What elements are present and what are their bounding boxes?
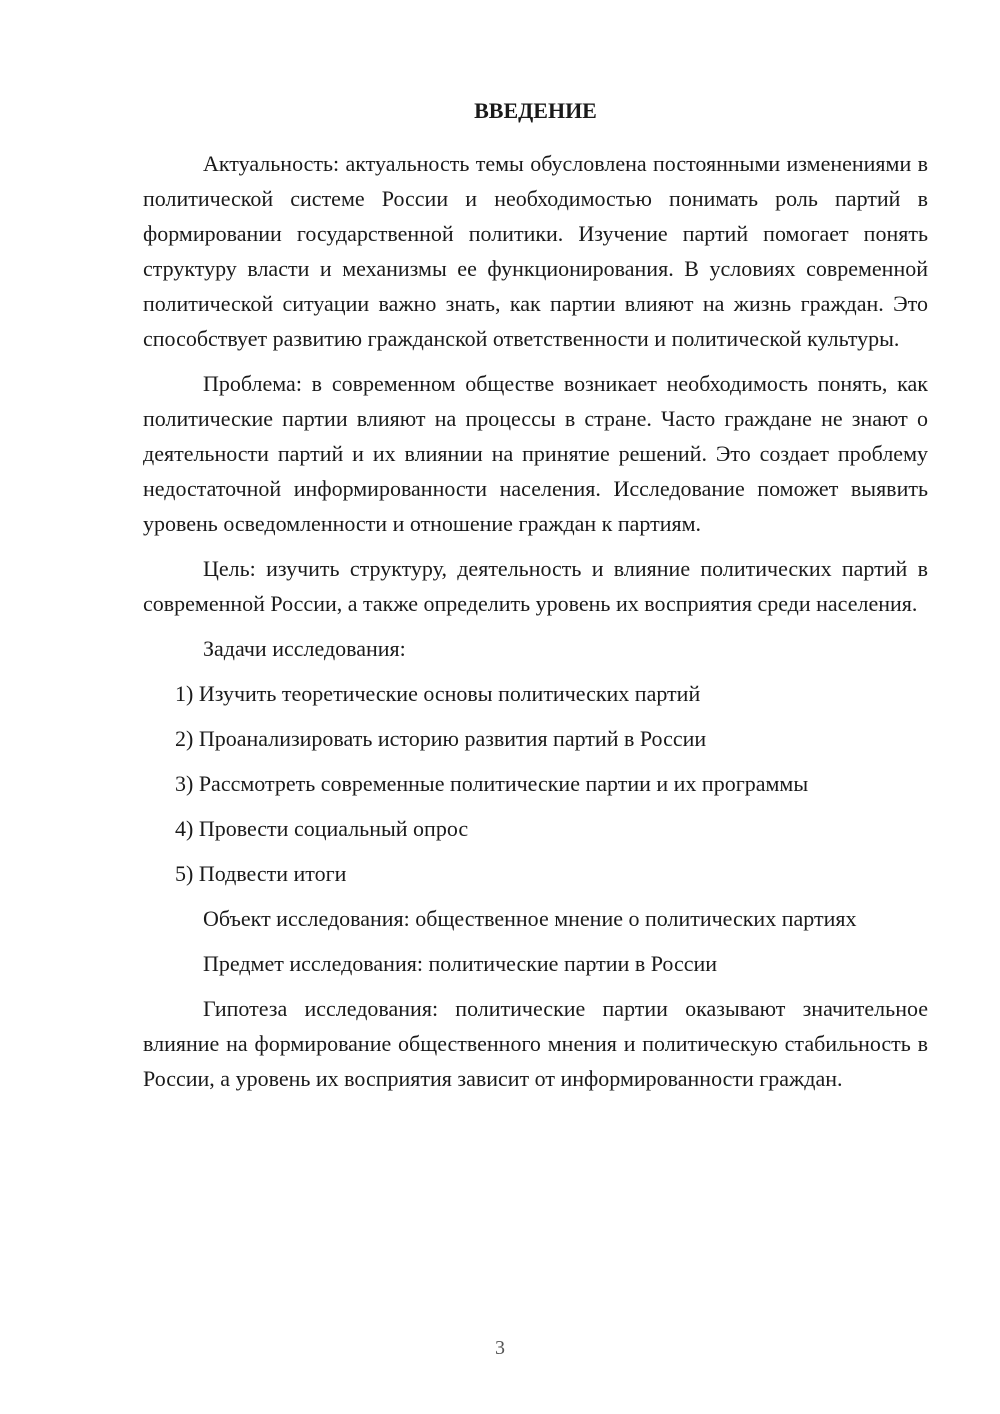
subject-paragraph: Предмет исследования: политические партии в России [203,951,718,976]
tasks-heading: Задачи исследования: [203,636,406,661]
task-item-5: 5) Подвести итоги [175,861,347,886]
object-paragraph: Объект исследования: общественное мнение о политических партиях [203,906,857,931]
problem-paragraph: Проблема: в современном обществе возникает необходимость понять, как политические партии влияют на процессы в стране. Часто граждане не знают о деятельности партий и их влиянии на принятие решений. Это создает проблему недостаточной информированности населения. Исследование поможет выявить уровень осведомленности и отношение граждан к партиям. [143,371,928,536]
hypothesis-paragraph: Гипотеза исследования: политические партии оказывают значительное влияние на формирование общественного мнения и политическую стабильность в России, а уровень их восприятия зависит от информированности граждан. [143,996,928,1091]
goal-paragraph: Цель: изучить структуру, деятельность и влияние политических партий в современной России, а также определить уровень их восприятия среди населения. [143,556,928,616]
page-number: 3 [495,1337,505,1359]
task-item-3: 3) Рассмотреть современные политические партии и их программы [175,771,809,796]
document-page [143,96,928,1106]
task-item-1: 1) Изучить теоретические основы политических партий [175,681,701,706]
section-title: ВВЕДЕНИЕ [474,98,597,123]
task-item-2: 2) Проанализировать историю развития партий в России [175,726,707,751]
task-item-4: 4) Провести социальный опрос [175,816,469,841]
tasks-list [143,676,928,891]
relevance-paragraph: Актуальность: актуальность темы обусловлена постоянными изменениями в политической системе России и необходимостью понимать роль партий в формировании государственной политики. Изучение партий помогает понять структуру власти и механизмы ее функционирования. В условиях современной политической ситуации важно знать, как партии влияют на жизнь граждан. Это способствует развитию гражданской ответственности и политической культуры. [143,151,928,351]
